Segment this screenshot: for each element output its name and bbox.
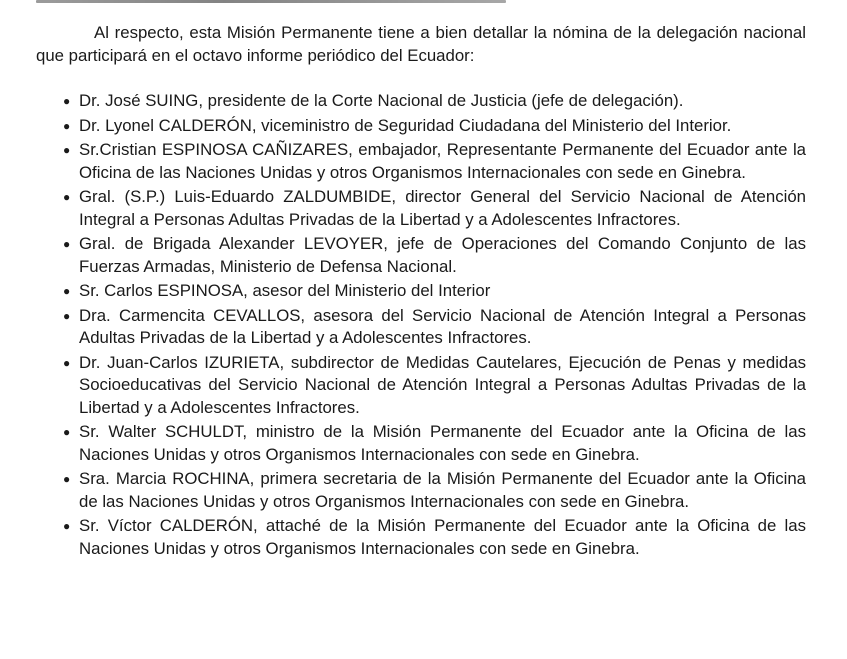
bullet-icon: ● bbox=[63, 190, 71, 204]
bullet-icon: ● bbox=[63, 118, 71, 133]
delegate-entry: Dr. Juan-Carlos IZURIETA, subdirector de Medidas Cautelares, Ejecución de Penas y medidas Socioeducativas del Servicio Nacional de Atención Integral a Personas Adultas Privadas de la Libertad y a Adolescentes Infractores. bbox=[79, 352, 806, 417]
delegate-entry: Dr. José SUING, presidente de la Corte Nacional de Justicia (jefe de delegación). bbox=[79, 91, 684, 110]
list-item bbox=[36, 468, 806, 513]
list-item bbox=[36, 515, 806, 560]
list-item bbox=[36, 280, 806, 303]
bullet-icon: ● bbox=[63, 143, 71, 157]
delegate-entry: Dra. Carmencita CEVALLOS, asesora del Servicio Nacional de Atención Integral a Personas Adultas Privadas de la Libertad y a Adolescentes Infractores. bbox=[79, 305, 806, 347]
intro-paragraph: Al respecto, esta Misión Permanente tiene a bien detallar la nómina de la delegación nacional que participará en el octavo informe periódico del Ecuador: bbox=[36, 23, 806, 65]
delegate-entry: Sra. Marcia ROCHINA, primera secretaria de la Misión Permanente del Ecuador ante la Oficina de las Naciones Unidas y otros Organismos Internacionales con sede en Ginebra. bbox=[79, 469, 806, 511]
delegation-list bbox=[36, 90, 806, 560]
delegate-entry: Gral. (S.P.) Luis-Eduardo ZALDUMBIDE, director General del Servicio Nacional de Atención Integral a Personas Adultas Privadas de la Libertad y a Adolescentes Infractores. bbox=[79, 187, 806, 229]
bullet-icon: ● bbox=[63, 425, 71, 439]
list-item bbox=[36, 90, 806, 113]
list-item bbox=[36, 115, 806, 138]
delegate-entry: Sr.Cristian ESPINOSA CAÑIZARES, embajador, Representante Permanente del Ecuador ante la Oficina de las Naciones Unidas y otros Organismos Internacionales con sede en Ginebra. bbox=[79, 140, 806, 182]
cut-off-text-line bbox=[36, 0, 506, 3]
list-item bbox=[36, 139, 806, 184]
delegate-entry: Sr. Carlos ESPINOSA, asesor del Ministerio del Interior bbox=[79, 281, 491, 300]
delegate-entry: Dr. Lyonel CALDERÓN, viceministro de Seguridad Ciudadana del Ministerio del Interior. bbox=[79, 115, 732, 135]
bullet-icon: ● bbox=[63, 472, 71, 486]
bullet-icon: ● bbox=[63, 237, 71, 251]
delegate-entry: Sr. Víctor CALDERÓN, attaché de la Misión Permanente del Ecuador ante la Oficina de las Naciones Unidas y otros Organismos Internacionales con sede en Ginebra. bbox=[79, 516, 806, 558]
list-item bbox=[36, 352, 806, 420]
bullet-icon: ● bbox=[63, 284, 71, 298]
bullet-icon: ● bbox=[63, 308, 71, 323]
list-item bbox=[36, 421, 806, 466]
list-item bbox=[36, 305, 806, 350]
bullet-icon: ● bbox=[63, 94, 71, 108]
delegate-entry: Gral. de Brigada Alexander LEVOYER, jefe de Operaciones del Comando Conjunto de las Fuerzas Armadas, Ministerio de Defensa Nacional. bbox=[79, 234, 806, 276]
list-item bbox=[36, 233, 806, 278]
bullet-icon: ● bbox=[63, 519, 71, 533]
document-page bbox=[36, 22, 806, 562]
delegate-entry: Sr. Walter SCHULDT, ministro de la Misión Permanente del Ecuador ante la Oficina de las Naciones Unidas y otros Organismos Internacionales con sede en Ginebra. bbox=[79, 422, 806, 464]
list-item bbox=[36, 186, 806, 231]
bullet-icon: ● bbox=[63, 355, 71, 370]
